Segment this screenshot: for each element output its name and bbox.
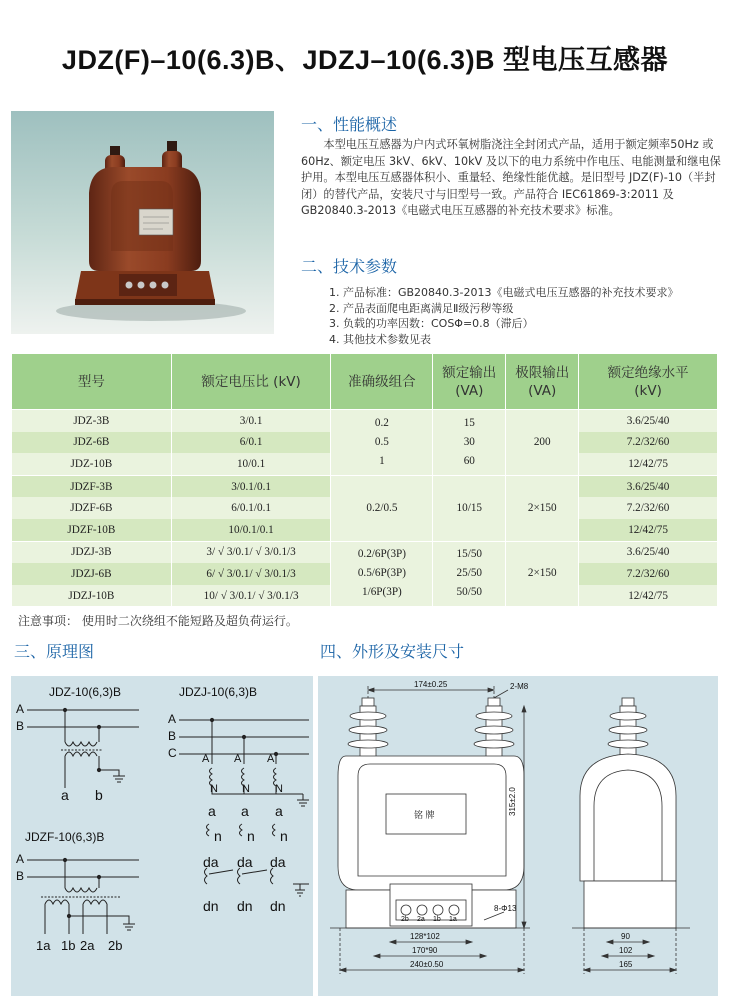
dim-side-102: 102 [619, 946, 633, 955]
residual-da-1: da [203, 854, 219, 870]
header-insulation: 额定绝缘水平 (kV) [579, 354, 718, 410]
terminal-b: b [95, 787, 103, 803]
header-model: 型号 [12, 354, 172, 410]
cell-insulation: 12/42/75 [579, 453, 718, 475]
header-accuracy: 准确级组合 [331, 354, 433, 410]
terminal-2a: 2a [80, 938, 95, 953]
section-heading-dimensions: 四、外形及安装尺寸 [320, 642, 465, 661]
terminal-a: a [61, 787, 69, 803]
cell-ratio: 6/0.1/0.1 [171, 497, 331, 519]
cell-model: JDZF-6B [12, 497, 172, 519]
dim-base-holes: 8-Φ13 [494, 904, 517, 913]
nameplate-label: 铭 牌 [414, 810, 435, 820]
primary-n-3: N [275, 783, 283, 795]
page-title: JDZ(F)–10(6.3)B、JDZJ–10(6.3)B 型电压互感器 [61, 45, 669, 75]
cell-insulation: 12/42/75 [579, 585, 718, 607]
cell-accuracy-group [331, 410, 433, 476]
cell-ratio: 6/ √ 3/0.1/ √ 3/0.1/3 [171, 563, 331, 585]
jdzj-schematic-title: JDZJ-10(6,3)B [179, 685, 258, 699]
cell-ratio: 10/0.1/0.1 [171, 519, 331, 541]
secondary-n-2: n [247, 828, 255, 844]
residual-dn-3: dn [270, 898, 286, 914]
dim-height: 315±2.0 [508, 787, 517, 816]
schematic-panel [11, 676, 313, 996]
primary-a-1: A [202, 753, 210, 765]
secondary-a-2: a [241, 803, 249, 819]
header-limit-output: 极限输出 (VA) [506, 354, 579, 410]
cell-model: JDZ-3B [12, 410, 172, 432]
cell-insulation: 3.6/25/40 [579, 541, 718, 563]
terminal-label: 1b [433, 916, 441, 923]
params-item: 1. 产品标准：GB20840.3-2013《电磁式电压互感器的补充技术要求》 [329, 286, 679, 299]
cell-insulation: 7.2/32/60 [579, 432, 718, 454]
residual-dn-2: dn [237, 898, 253, 914]
cell-limit-output: 200 [506, 410, 579, 476]
cell-insulation: 7.2/32/60 [579, 563, 718, 585]
residual-dn-1: dn [203, 898, 219, 914]
outline-drawing [318, 676, 718, 996]
secondary-n-1: n [214, 828, 222, 844]
cell-model: JDZF-3B [12, 475, 172, 497]
accuracy-value: 1 [379, 454, 385, 467]
cell-insulation: 3.6/25/40 [579, 475, 718, 497]
dimension-panel [318, 676, 718, 996]
cell-rated-output-group [433, 410, 506, 476]
dim-top-spacing: 174±0.25 [414, 680, 448, 689]
terminal-label: 1a [449, 916, 457, 923]
transformer-image [11, 111, 274, 334]
header-rated-output: 额定输出 (VA) [433, 354, 506, 410]
params-item: 3. 负载的功率因数：COSΦ=0.8（滞后） [329, 317, 534, 331]
caution-note: 注意事项： 使用时二次绕组不能短路及超负荷运行。 [18, 614, 298, 628]
primary-a-3: A [267, 753, 275, 765]
cell-rated-output-group: 10/15 [433, 475, 506, 541]
cell-ratio: 3/ √ 3/0.1/ √ 3/0.1/3 [171, 541, 331, 563]
line-label-b: B [168, 729, 177, 743]
params-list [329, 285, 679, 347]
jdzf-schematic-title: JDZF-10(6,3)B [25, 830, 105, 844]
cell-insulation: 7.2/32/60 [579, 497, 718, 519]
cell-insulation: 3.6/25/40 [579, 410, 718, 432]
line-label-b: B [16, 719, 25, 733]
secondary-a-3: a [275, 803, 283, 819]
cell-limit-output: 2×150 [506, 475, 579, 541]
dim-side-165: 165 [619, 960, 633, 969]
overview-paragraph: 本型电压互感器为户内式环氧树脂浇注全封闭式产品，适用于额定频率50Hz 或 60Hz、额定电压 3kV、6kV、10kV 及以下的电力系统中作电压、电能测量和继电保护用。本型电压互感器体积小、重量轻、绝缘性能优越。是旧型号 JDZ(F)-10（半封闭）的替代产品，安装尺寸与旧型号一致。产品符合 IEC61869-3:2011 及 GB20840.3-2013《电磁式电压互感器的补充技术要求》标准。 [301, 138, 721, 218]
secondary-n-3: n [280, 828, 288, 844]
terminal-label: 2a [417, 916, 425, 923]
section-heading-overview: 一、性能概述 [301, 115, 398, 134]
terminal-1b: 1b [61, 938, 76, 953]
cell-limit-output: 2×150 [506, 541, 579, 606]
terminal-label: 2b [401, 916, 409, 923]
cell-model: JDZJ-3B [12, 541, 172, 563]
table-row [12, 410, 718, 432]
cell-insulation: 12/42/75 [579, 519, 718, 541]
cell-ratio: 10/ √ 3/0.1/ √ 3/0.1/3 [171, 585, 331, 607]
accuracy-value: 0.5/6P(3P) [357, 567, 406, 580]
line-label-a: A [16, 702, 25, 716]
section-heading-params: 二、技术参数 [301, 257, 398, 276]
spec-table [11, 353, 718, 606]
dim-top-holes: 2-M8 [510, 682, 529, 691]
schematic-drawing [11, 676, 313, 996]
table-row [12, 541, 718, 563]
accuracy-value: 1/6P(3P) [362, 586, 402, 599]
section-heading-principle: 三、原理图 [14, 642, 95, 661]
rated-output-value: 25/50 [456, 567, 483, 580]
cell-ratio: 3/0.1 [171, 410, 331, 432]
accuracy-value: 0.5 [374, 435, 389, 448]
line-label-a: A [16, 852, 25, 866]
params-item: 4. 其他技术参数见表 [329, 332, 431, 346]
line-label-c: C [168, 746, 177, 760]
cell-model: JDZF-10B [12, 519, 172, 541]
rated-output-value: 50/50 [456, 586, 483, 599]
accuracy-value: 0.2/6P(3P) [357, 548, 406, 561]
product-photo [11, 111, 274, 334]
secondary-a-1: a [208, 803, 216, 819]
jdz-schematic-title: JDZ-10(6,3)B [49, 685, 122, 699]
dim-128: 128*102 [410, 932, 440, 941]
line-label-b: B [16, 869, 25, 883]
cell-model: JDZJ-6B [12, 563, 172, 585]
cell-model: JDZ-6B [12, 432, 172, 454]
dim-240: 240±0.50 [410, 960, 444, 969]
dim-side-90: 90 [621, 932, 630, 941]
cell-model: JDZJ-10B [12, 585, 172, 607]
residual-da-2: da [237, 854, 253, 870]
header-ratio: 额定电压比 (kV) [171, 354, 331, 410]
rated-output-value: 60 [463, 454, 475, 467]
primary-a-2: A [234, 753, 242, 765]
primary-n-2: N [242, 783, 250, 795]
dim-170: 170*90 [412, 946, 438, 955]
terminal-1a: 1a [36, 938, 51, 953]
primary-n-1: N [210, 783, 218, 795]
rated-output-value: 15 [463, 416, 475, 429]
cell-accuracy-group: 0.2/0.5 [331, 475, 433, 541]
rated-output-value: 15/50 [456, 548, 483, 561]
cell-ratio: 10/0.1 [171, 453, 331, 475]
table-row [12, 475, 718, 497]
cell-ratio: 6/0.1 [171, 432, 331, 454]
params-item: 2. 产品表面爬电距离满足Ⅱ级污秽等级 [329, 301, 514, 315]
terminal-2b: 2b [108, 938, 123, 953]
accuracy-value: 0.2 [374, 416, 389, 429]
line-label-a: A [168, 712, 177, 726]
cell-ratio: 3/0.1/0.1 [171, 475, 331, 497]
rated-output-value: 30 [463, 435, 475, 448]
cell-rated-output-group [433, 541, 506, 606]
residual-da-3: da [270, 854, 286, 870]
cell-model: JDZ-10B [12, 453, 172, 475]
table-header-row [12, 354, 718, 410]
cell-accuracy-group [331, 541, 433, 606]
